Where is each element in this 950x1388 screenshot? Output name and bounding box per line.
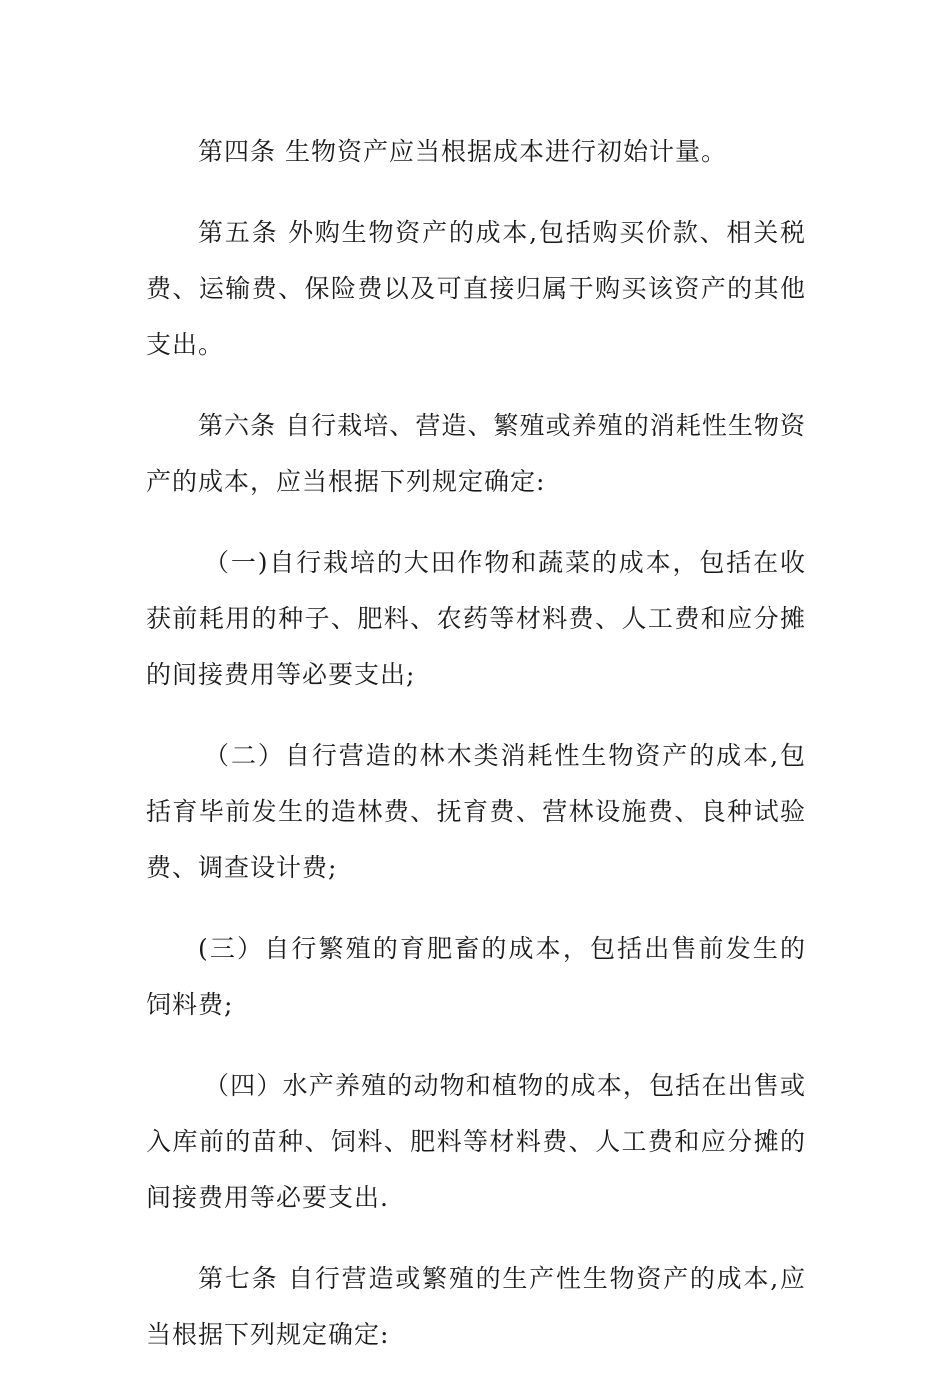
article-5-paragraph: 第五条 外购生物资产的成本,包括购买价款、相关税费、运输费、保险费以及可直接归属于购买该资产的其他支出。 bbox=[146, 218, 806, 359]
article-6-item-3: (三）自行繁殖的育肥畜的成本，包括出售前发生的饲料费; bbox=[146, 934, 806, 1019]
article-4-paragraph: 第四条 生物资产应当根据成本进行初始计量。 bbox=[198, 137, 727, 166]
article-6-paragraph: 第六条 自行栽培、营造、繁殖或养殖的消耗性生物资产的成本，应当根据下列规定确定: bbox=[146, 411, 806, 496]
article-6-item-1: （一)自行栽培的大田作物和蔬菜的成本，包括在收获前耗用的种子、肥料、农药等材料费、人工费和应分摊的间接费用等必要支出; bbox=[146, 548, 806, 689]
article-6-item-2: （二）自行营造的林木类消耗性生物资产的成本,包括育毕前发生的造林费、抚育费、营林设施费、良种试验费、调查设计费; bbox=[146, 741, 806, 882]
document-body bbox=[146, 124, 806, 1388]
article-7-paragraph: 第七条 自行营造或繁殖的生产性生物资产的成本,应当根据下列规定确定: bbox=[146, 1264, 806, 1349]
article-6-item-4: （四）水产养殖的动物和植物的成本，包括在出售或入库前的苗种、饲料、肥料等材料费、人工费和应分摊的间接费用等必要支出. bbox=[146, 1071, 806, 1212]
